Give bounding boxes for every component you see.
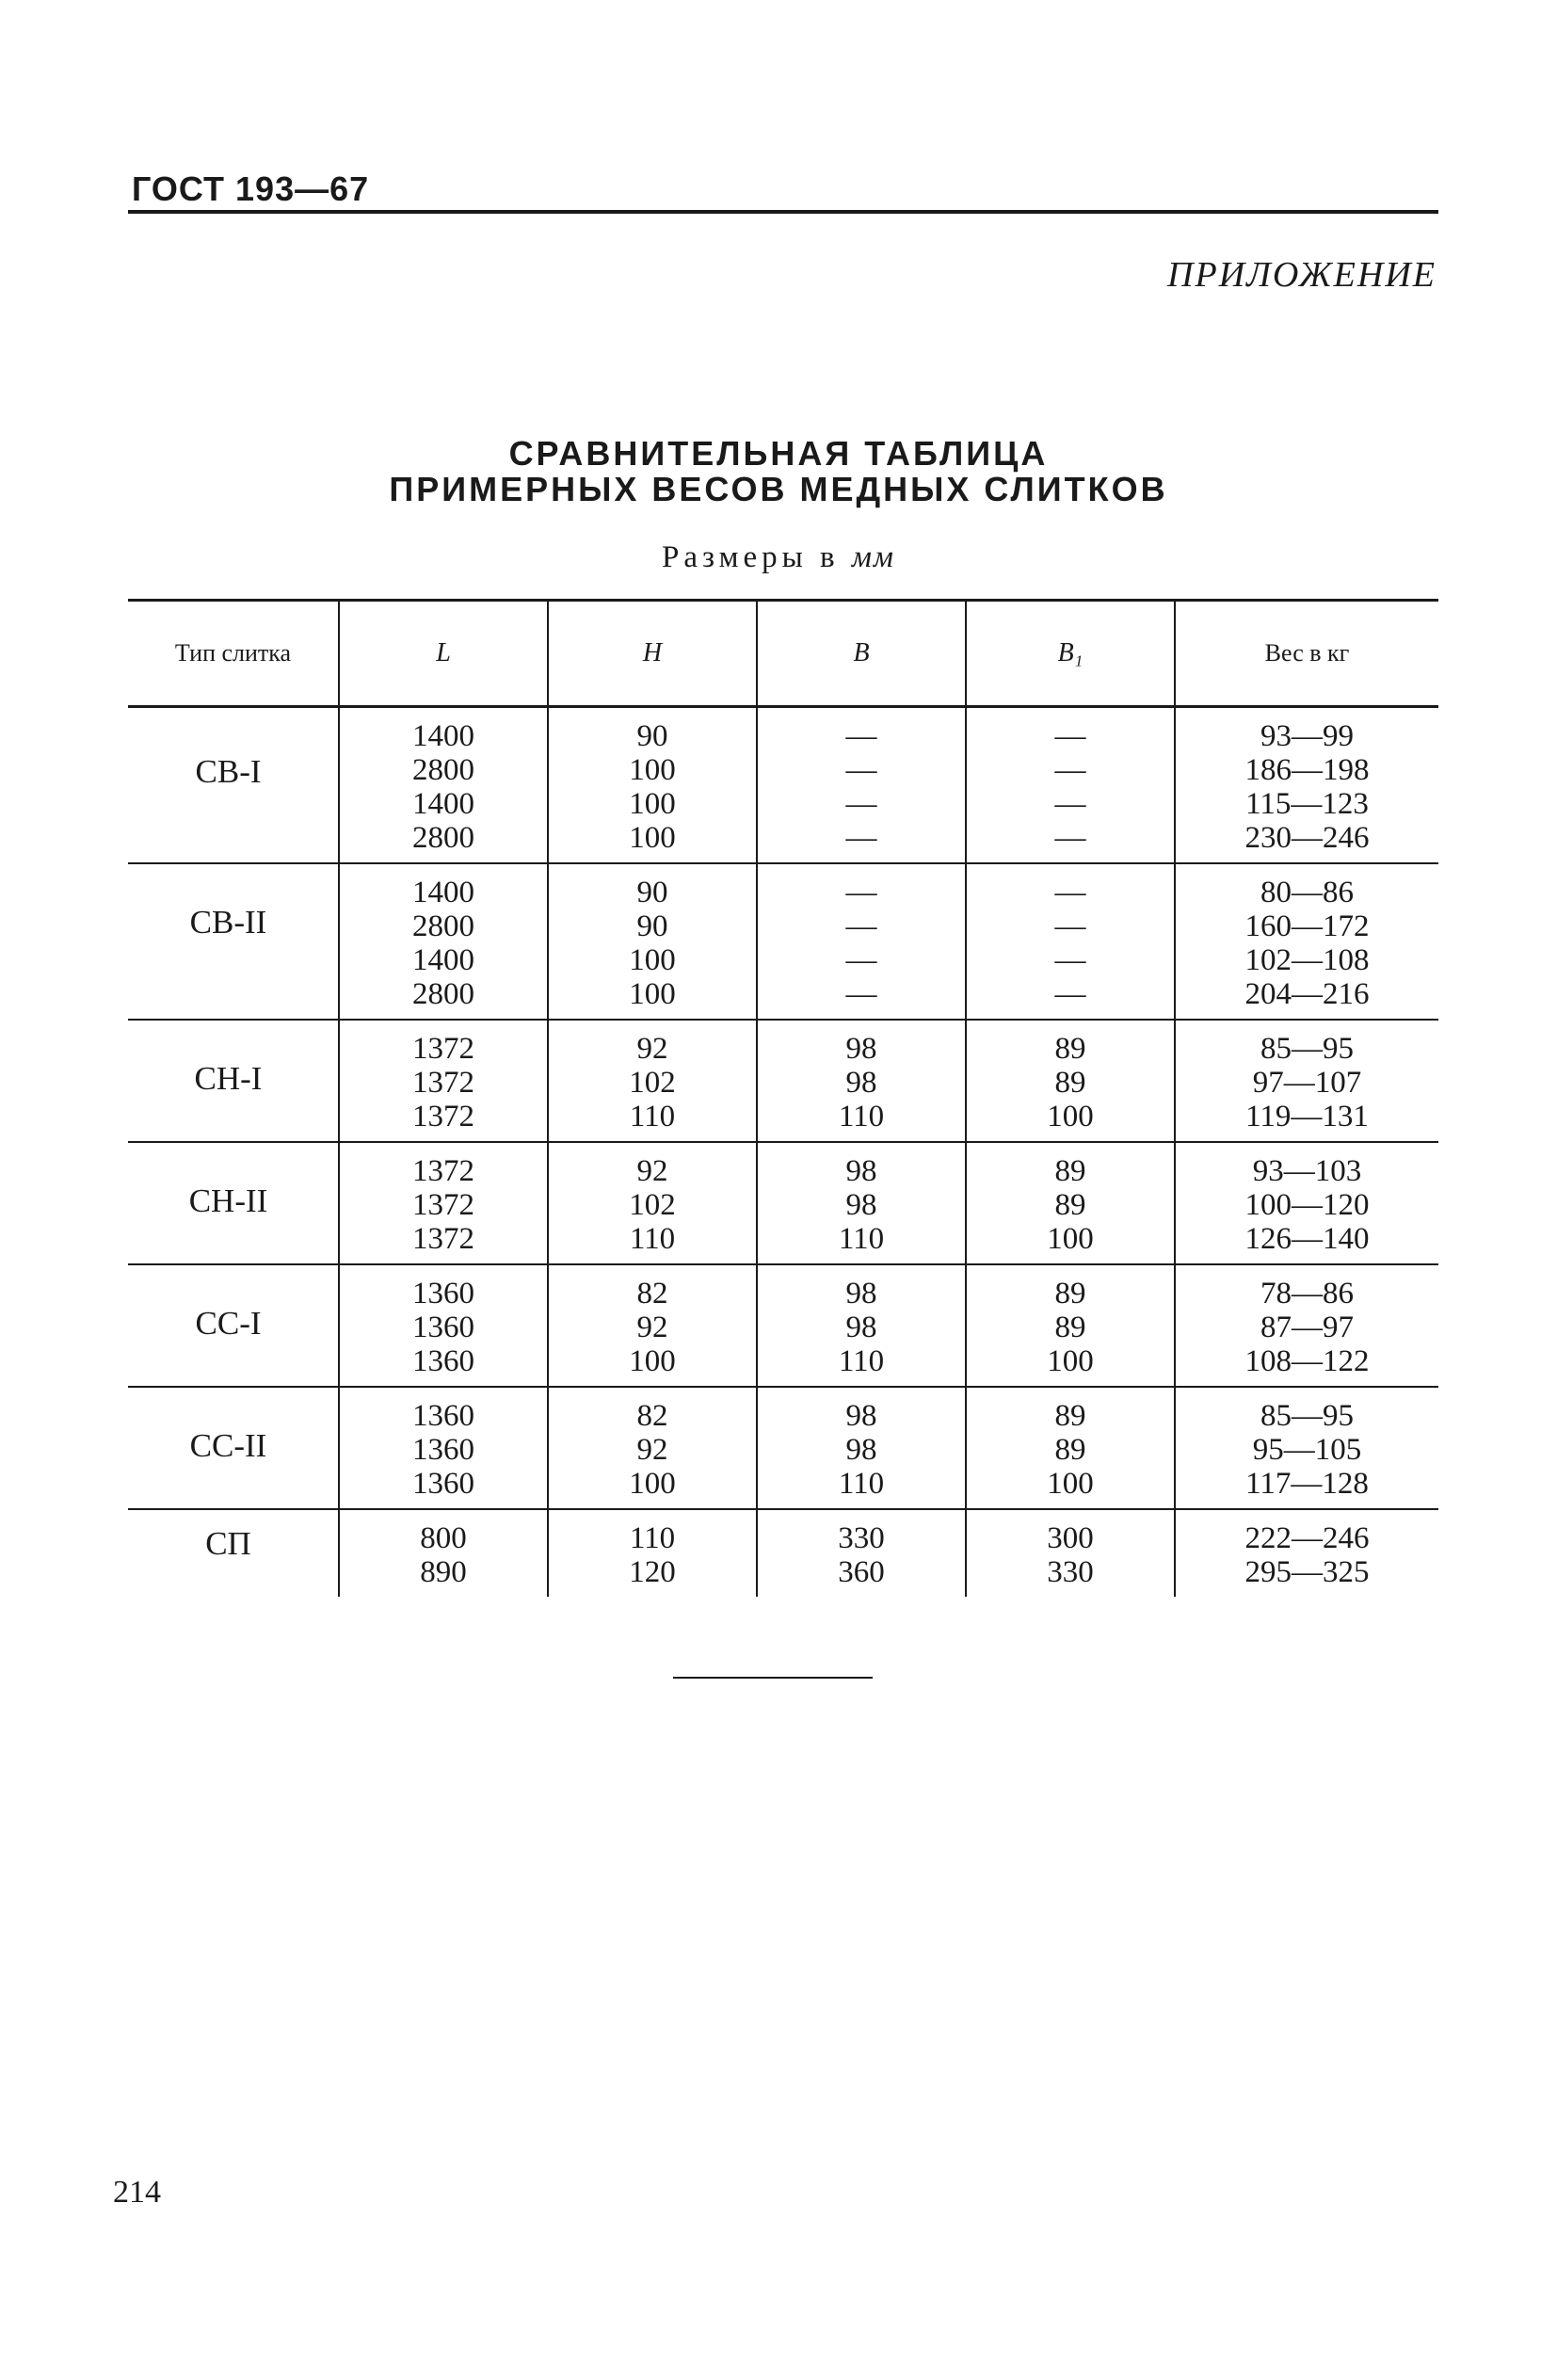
table-row [128, 707, 1438, 864]
value-b1: 89 [1054, 1399, 1086, 1433]
col-header-type: Тип слитка [128, 601, 339, 707]
value-h: 92 [636, 1311, 668, 1344]
value-h: 110 [629, 1100, 676, 1134]
value-l: 1400 [412, 787, 474, 821]
units-unit: мм [851, 540, 895, 574]
ingot-type-cell: СП [205, 1525, 251, 1562]
value-weight: 78—86 [1260, 1277, 1354, 1311]
value-weight: 117—128 [1245, 1467, 1369, 1501]
value-weight: 160—172 [1244, 909, 1370, 943]
value-b1: — [1054, 943, 1086, 977]
value-l: 1400 [412, 876, 474, 909]
col-header-H-text: H [642, 638, 663, 667]
value-l: 2800 [412, 821, 474, 855]
value-weight: 230—246 [1244, 821, 1370, 855]
value-h: 90 [636, 876, 668, 909]
value-b: 110 [838, 1100, 885, 1134]
value-b1: 89 [1054, 1277, 1086, 1311]
value-h: 92 [636, 1433, 668, 1467]
value-l: 1360 [412, 1399, 474, 1433]
value-b: 98 [845, 1032, 877, 1066]
cell-b1 [966, 1142, 1175, 1264]
value-b: 98 [845, 1154, 877, 1188]
value-b: 330 [838, 1521, 885, 1555]
cell-h [548, 863, 757, 1020]
value-b1: — [1054, 977, 1086, 1011]
cell-l [339, 1509, 548, 1597]
cell-l [339, 707, 548, 864]
cell-h [548, 1264, 757, 1387]
value-l: 800 [420, 1521, 467, 1555]
value-weight: 204—216 [1244, 977, 1370, 1011]
value-weight: 295—325 [1244, 1555, 1370, 1589]
value-h: 100 [629, 821, 676, 855]
table-row [128, 1142, 1438, 1264]
value-h: 100 [629, 1467, 676, 1501]
value-l: 2800 [412, 909, 474, 943]
col-header-weight: Вес в кг [1175, 601, 1438, 707]
value-h: 100 [629, 977, 676, 1011]
cell-l [339, 1020, 548, 1142]
value-l: 1360 [412, 1433, 474, 1467]
value-l: 1372 [412, 1154, 474, 1188]
value-weight: 85—95 [1260, 1032, 1354, 1066]
value-h: 100 [629, 787, 676, 821]
value-h: 110 [629, 1222, 676, 1256]
cell-h [548, 1509, 757, 1597]
ingot-type-cell: СН-II [128, 1142, 339, 1264]
cell-weight [1175, 707, 1438, 864]
value-h: 102 [629, 1066, 676, 1100]
value-b: 98 [845, 1311, 877, 1344]
value-l: 1400 [412, 943, 474, 977]
cell-b1 [966, 1509, 1175, 1597]
value-b1: 89 [1054, 1433, 1086, 1467]
value-l: 1372 [412, 1188, 474, 1222]
units-prefix: Размеры в [662, 540, 840, 574]
value-b1: 100 [1047, 1467, 1094, 1501]
table-row [128, 863, 1438, 1020]
value-weight: 80—86 [1260, 876, 1354, 909]
cell-b [757, 707, 966, 864]
cell-b [757, 1387, 966, 1509]
table-row [128, 1387, 1438, 1509]
ingot-type-cell: СВ-II [128, 863, 339, 1020]
cell-b [757, 863, 966, 1020]
value-b1: 89 [1054, 1032, 1086, 1066]
table-row [128, 1509, 1438, 1597]
value-l: 1360 [412, 1344, 474, 1378]
value-weight: 115—123 [1245, 787, 1369, 821]
table-title-line-1: СРАВНИТЕЛЬНАЯ ТАБЛИЦА [508, 434, 1049, 473]
value-h: 90 [636, 719, 668, 753]
value-b1: — [1054, 876, 1086, 909]
value-b: — [845, 821, 877, 855]
value-l: 2800 [412, 753, 474, 787]
value-b1: 100 [1047, 1344, 1094, 1378]
page-number: 214 [113, 2175, 161, 2210]
value-b1: 89 [1054, 1311, 1086, 1344]
value-l: 1360 [412, 1467, 474, 1501]
document-code: ГОСТ 193—67 [132, 169, 370, 208]
cell-weight [1175, 863, 1438, 1020]
value-l: 1400 [412, 719, 474, 753]
value-b1: — [1054, 909, 1086, 943]
value-l: 2800 [412, 977, 474, 1011]
value-h: 100 [629, 753, 676, 787]
value-h: 82 [636, 1277, 668, 1311]
value-weight: 186—198 [1244, 753, 1370, 787]
value-l: 1372 [412, 1100, 474, 1134]
cell-weight [1175, 1509, 1438, 1597]
value-b1: 330 [1047, 1555, 1094, 1589]
value-l: 1372 [412, 1066, 474, 1100]
value-b1: 89 [1054, 1188, 1086, 1222]
ingot-type-cell: СС-II [128, 1387, 339, 1509]
value-l: 890 [420, 1555, 467, 1589]
value-b: 98 [845, 1188, 877, 1222]
value-h: 102 [629, 1188, 676, 1222]
value-b: — [845, 876, 877, 909]
value-b1: 89 [1054, 1066, 1086, 1100]
value-b: 98 [845, 1277, 877, 1311]
value-b: 360 [838, 1555, 885, 1589]
col-header-L [339, 601, 548, 707]
cell-b1 [966, 1264, 1175, 1387]
cell-h [548, 707, 757, 864]
value-b1: — [1054, 821, 1086, 855]
value-h: 90 [636, 909, 668, 943]
cell-weight [1175, 1387, 1438, 1509]
cell-weight [1175, 1264, 1438, 1387]
cell-weight [1175, 1142, 1438, 1264]
value-h: 120 [629, 1555, 676, 1589]
value-weight: 93—99 [1260, 719, 1354, 753]
value-b: — [845, 787, 877, 821]
value-h: 82 [636, 1399, 668, 1433]
value-weight: 126—140 [1244, 1222, 1370, 1256]
value-b: 110 [838, 1467, 885, 1501]
value-b: 110 [838, 1344, 885, 1378]
value-weight: 97—107 [1252, 1066, 1362, 1100]
value-weight: 93—103 [1252, 1154, 1362, 1188]
value-l: 1360 [412, 1277, 474, 1311]
value-b1: — [1054, 753, 1086, 787]
value-h: 100 [629, 943, 676, 977]
value-weight: 119—131 [1245, 1100, 1369, 1134]
value-b: — [845, 977, 877, 1011]
table-row [128, 1020, 1438, 1142]
cell-l [339, 863, 548, 1020]
value-b: — [845, 719, 877, 753]
cell-h [548, 1142, 757, 1264]
appendix-label: ПРИЛОЖЕНИЕ [1167, 255, 1437, 295]
cell-b [757, 1509, 966, 1597]
value-b: 98 [845, 1399, 877, 1433]
cell-b [757, 1264, 966, 1387]
value-b1: 100 [1047, 1100, 1094, 1134]
value-weight: 100—120 [1244, 1188, 1370, 1222]
value-b1: 89 [1054, 1154, 1086, 1188]
cell-b [757, 1142, 966, 1264]
value-h: 110 [629, 1521, 676, 1555]
value-weight: 102—108 [1244, 943, 1370, 977]
value-h: 92 [636, 1154, 668, 1188]
col-header-B [757, 601, 966, 707]
col-header-B-text: B [853, 638, 870, 667]
value-b: — [845, 753, 877, 787]
end-divider [673, 1677, 873, 1679]
value-b: 110 [838, 1222, 885, 1256]
value-l: 1372 [412, 1032, 474, 1066]
ingot-type-cell: СС-I [128, 1264, 339, 1387]
col-header-H [548, 601, 757, 707]
cell-b [757, 1020, 966, 1142]
value-weight: 95—105 [1252, 1433, 1362, 1467]
value-l: 1360 [412, 1311, 474, 1344]
value-weight: 85—95 [1260, 1399, 1354, 1433]
ingot-type-cell: СН-I [128, 1020, 339, 1142]
units-note [0, 540, 1557, 575]
table-title-line-2: ПРИМЕРНЫХ ВЕСОВ МЕДНЫХ СЛИТКОВ [389, 470, 1168, 508]
table-header-row [128, 601, 1438, 707]
cell-l [339, 1264, 548, 1387]
cell-weight [1175, 1020, 1438, 1142]
value-h: 100 [629, 1344, 676, 1378]
table-row [128, 1264, 1438, 1387]
header-divider [128, 210, 1438, 214]
cell-b1 [966, 1020, 1175, 1142]
cell-l [339, 1387, 548, 1509]
value-b: — [845, 909, 877, 943]
value-b1: — [1054, 787, 1086, 821]
value-b: — [845, 943, 877, 977]
cell-b1 [966, 863, 1175, 1020]
value-l: 1372 [412, 1222, 474, 1256]
cell-b1 [966, 1387, 1175, 1509]
ingot-type-cell: СВ-I [128, 707, 339, 864]
value-b: 98 [845, 1066, 877, 1100]
value-b1: — [1054, 719, 1086, 753]
col-header-L-text: L [436, 638, 451, 667]
cell-h [548, 1387, 757, 1509]
col-header-B1 [966, 601, 1175, 707]
value-weight: 222—246 [1244, 1521, 1370, 1555]
value-weight: 87—97 [1260, 1311, 1354, 1344]
ingot-weight-table [128, 599, 1438, 1597]
value-b1: 100 [1047, 1222, 1094, 1256]
value-h: 92 [636, 1032, 668, 1066]
value-weight: 108—122 [1244, 1344, 1370, 1378]
cell-h [548, 1020, 757, 1142]
col-header-B1-text: B₁ [1057, 638, 1083, 667]
cell-b1 [966, 707, 1175, 864]
value-b1: 300 [1047, 1521, 1094, 1555]
cell-l [339, 1142, 548, 1264]
value-b: 98 [845, 1433, 877, 1467]
